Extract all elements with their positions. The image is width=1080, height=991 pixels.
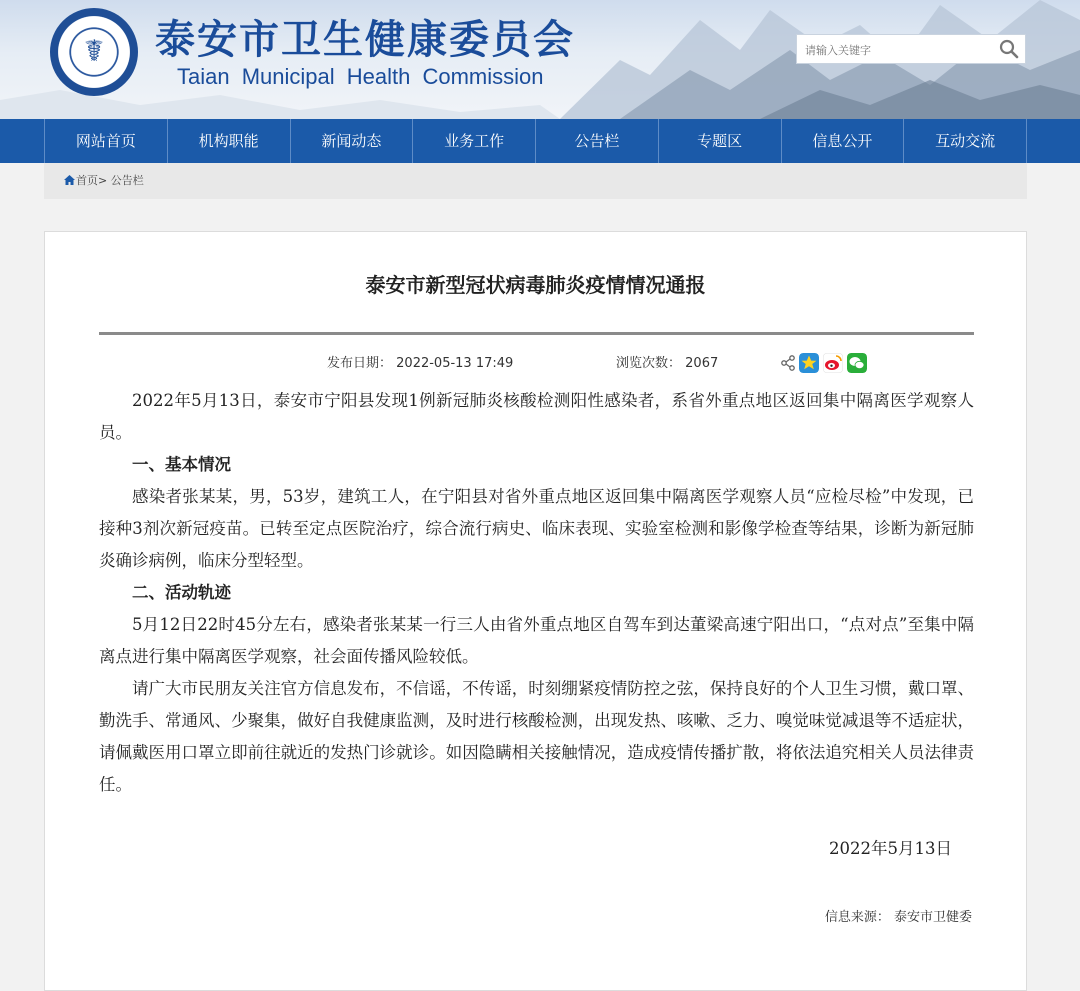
publish-date-value: 2022-05-13 17:49 (396, 356, 514, 371)
title-divider (99, 332, 974, 335)
breadcrumb-current-link[interactable]: 公告栏 (110, 174, 144, 187)
share-toolbar (781, 353, 867, 373)
search-input[interactable] (803, 39, 987, 61)
search-box (796, 34, 1026, 64)
nav-item-home[interactable]: 网站首页 (44, 119, 168, 163)
article-panel (44, 231, 1027, 991)
nav-item-info-disclosure[interactable]: 信息公开 (782, 119, 905, 163)
info-source-label: 信息来源： (824, 910, 890, 925)
view-count-value: 2067 (685, 356, 719, 371)
section-heading-activity-trace: 二、活动轨迹 (132, 583, 231, 602)
nav-item-functions[interactable]: 机构职能 (168, 119, 291, 163)
article-body (99, 385, 974, 801)
nav-item-business[interactable]: 业务工作 (413, 119, 536, 163)
home-icon (64, 175, 75, 185)
search-icon[interactable] (999, 39, 1019, 59)
article-title: 泰安市新型冠状病毒肺炎疫情情况通报 (365, 273, 706, 297)
publish-date-label: 发布日期： (327, 356, 393, 371)
wechat-icon[interactable] (847, 353, 867, 373)
section-heading-basic-info: 一、基本情况 (132, 455, 231, 474)
header-banner (0, 0, 1080, 119)
info-source (825, 906, 972, 925)
nav-item-interaction[interactable]: 互动交流 (904, 119, 1027, 163)
publish-date (327, 352, 513, 371)
signature-date: 2022年5月13日 (829, 839, 952, 858)
breadcrumb (64, 163, 144, 199)
breadcrumb-home-link[interactable]: 首页 (76, 174, 98, 187)
weibo-icon[interactable] (823, 353, 843, 373)
logo-emblem-icon: ☤ (83, 34, 105, 69)
nav-item-topics[interactable]: 专题区 (659, 119, 782, 163)
paragraph-public-notice: 请广大市民朋友关注官方信息发布，不信谣，不传谣，时刻绷紧疫情防控之弦，保持良好的个人卫生习惯，戴口罩、勤洗手、常通风、少聚集，做好自我健康监测，及时进行核酸检测，出现发热、咳嗽、乏力、嗅觉味觉减退等不适症状，请佩戴医用口罩立即前往就近的发热门诊就诊。如因隐瞒相关接触情况，造成疫情传播扩散，将依法追究相关人员法律责任。 (99, 679, 974, 794)
breadcrumb-separator: > (98, 174, 108, 187)
main-nav (44, 119, 1027, 163)
share-icon[interactable] (781, 355, 795, 371)
paragraph-basic-info: 感染者张某某，男，53岁，建筑工人，在宁阳县对省外重点地区返回集中隔离医学观察人员“应检尽检”中发现，已接种3剂次新冠疫苗。已转至定点医院治疗，综合流行病史、临床表现、实验室检测和影像学检查等结果，诊断为新冠肺炎确诊病例，临床分型轻型。 (99, 487, 974, 570)
main-nav-bar (0, 119, 1080, 163)
view-count (616, 352, 718, 371)
commission-logo (50, 8, 138, 96)
paragraph-activity-trace: 5月12日22时45分左右，感染者张某某一行三人由省外重点地区自驾车到达董梁高速宁阳出口，“点对点”至集中隔离点进行集中隔离医学观察，社会面传播风险较低。 (99, 615, 974, 666)
qzone-icon[interactable] (799, 353, 819, 373)
breadcrumb-bar (44, 163, 1027, 199)
nav-item-news[interactable]: 新闻动态 (291, 119, 414, 163)
site-title-cn: 泰安市卫生健康委员会 (155, 16, 575, 63)
info-source-value: 泰安市卫健委 (893, 910, 972, 925)
nav-item-bulletin[interactable]: 公告栏 (536, 119, 659, 163)
paragraph-intro: 2022年5月13日，泰安市宁阳县发现1例新冠肺炎核酸检测阳性感染者，系省外重点地区返回集中隔离医学观察人员。 (99, 391, 974, 442)
site-title-en: Taian Municipal Health Commission (177, 64, 544, 89)
view-count-label: 浏览次数： (616, 356, 682, 371)
